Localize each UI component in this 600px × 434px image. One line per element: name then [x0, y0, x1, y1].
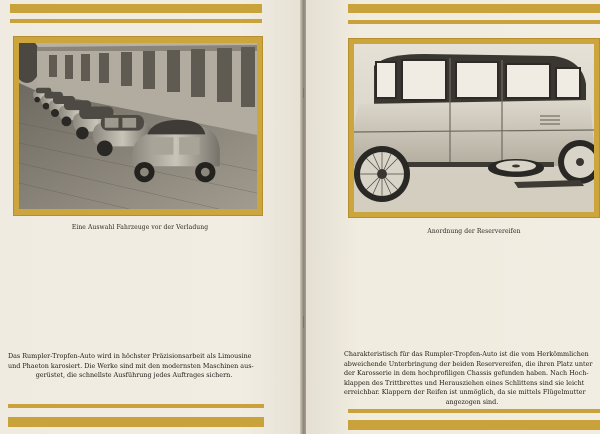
right-body-line: klappen des Trittbrettes und Herausziehen eines Schlittens sind sie leicht: [344, 378, 585, 387]
right-body-text: [344, 350, 600, 408]
right-body-line: angezogen sind.: [445, 397, 499, 406]
bottom-band-left: [8, 417, 264, 427]
top-band-left-thin: [10, 19, 262, 23]
left-body-line: Das Rumpler-Tropfen-Auto wird in höchster Präzisionsarbeit als Limousine: [8, 352, 252, 360]
right-photo-spare-tires: [354, 44, 594, 212]
left-body-line: und Phaeton karosiert. Die Werke sind mit den modernsten Maschinen aus-: [8, 361, 254, 370]
right-body-line: abweichende Unterbringung der beiden Reservereifen, die ihren Platz unter: [344, 359, 593, 368]
right-body-line: der Karosserie in dem hochprofiligen Chassis gefunden haben. Nach Hoch-: [344, 369, 589, 378]
left-body-line: gerüstet, die schnellste Ausführung jedes Auftrages sichern.: [35, 371, 233, 380]
left-caption: Eine Auswahl Fahrzeuge vor der Verladung: [71, 224, 209, 231]
cars-lineup-illustration: [19, 43, 257, 209]
left-body-text: [8, 352, 260, 381]
bottom-band-left-thin: [8, 404, 264, 408]
top-band-right-thin: [348, 20, 600, 24]
bottom-band-right-thin: [348, 409, 600, 413]
top-band-left: [10, 4, 262, 13]
right-page: [306, 0, 600, 434]
right-body-line: erreichbar. Klappern der Reifen ist unmöglich, da sie mittels Flügelmutter: [344, 388, 586, 397]
car-spare-tire-illustration: [354, 44, 594, 212]
top-band-right: [348, 4, 600, 13]
left-photo-cars-row: [19, 43, 257, 209]
right-body-line: Charakteristisch für das Rumpler-Tropfen-Auto ist die vom Herkömmlichen: [344, 350, 589, 358]
binding-thread: [303, 88, 304, 98]
bottom-band-right: [348, 420, 600, 430]
right-caption: Anordnung der Reservereifen: [427, 228, 521, 235]
binding-thread: [303, 316, 304, 328]
